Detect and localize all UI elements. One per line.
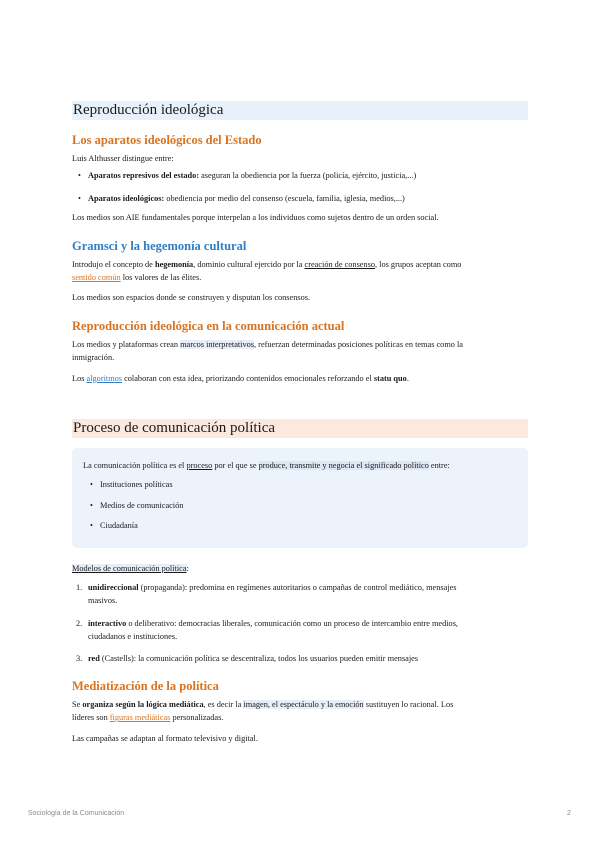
text: entre:: [428, 461, 450, 470]
item-text: Medios de comunicación: [100, 501, 184, 510]
paragraph-aie: Los medios son AIE fundamentales porque interpelan a los individuos como sujetos dentro de un orden social.: [72, 213, 439, 222]
subsection-title-actual: Reproducción ideológica en la comunicación actual: [72, 319, 345, 333]
list-item: [78, 169, 528, 182]
item-text: ciudadanos e instituciones.: [88, 632, 178, 641]
paragraph-campanas: Las campañas se adaptan al formato televisivo y digital.: [72, 734, 258, 743]
paragraph-mediatizacion: [72, 698, 528, 724]
text: los valores de las élites.: [120, 273, 202, 282]
paragraph-marcos: [72, 338, 528, 364]
term-orange: sentido común: [72, 273, 121, 282]
item-text: (propaganda): predomina en regímenes autoritarios o campañas de control mediático, mensajes: [138, 583, 457, 592]
text: líderes son: [72, 713, 110, 722]
text: Introdujo el concepto de: [72, 260, 155, 269]
term-bold: red: [88, 654, 100, 663]
item-text: o deliberativo: democracias liberales, comunicación como un proceso de intercambio entre medios,: [126, 619, 459, 628]
term-orange: figuras mediáticas: [109, 713, 171, 722]
text: La comunicación política es el: [83, 461, 187, 470]
text: Los medios y plataformas crean: [72, 340, 181, 349]
term-bold: Aparatos represivos del estado:: [88, 171, 200, 180]
text: :: [186, 564, 189, 573]
item-text: Ciudadanía: [100, 521, 138, 530]
item-number: 1.: [76, 583, 83, 592]
item-text: (Castells): la comunicación política se descentraliza, todos los usuarios pueden emitir mensajes: [99, 654, 419, 663]
bullet-icon: •: [90, 521, 93, 530]
bullet-icon: •: [90, 501, 93, 510]
paragraph-hegemonia: [72, 258, 528, 284]
text: , los grupos aceptan como: [375, 260, 462, 269]
term-highlight: marcos interpretativos: [180, 340, 255, 349]
term-bold: Aparatos ideológicos:: [88, 194, 165, 203]
models-heading: [72, 562, 528, 575]
term-underlined: Modelos de comunicación política: [72, 564, 187, 573]
text: por el que se: [212, 461, 259, 470]
list-item: [76, 617, 528, 643]
text: colaboran con esta idea, priorizando contenidos emocionales reforzando el: [122, 374, 374, 383]
item-text: obediencia por medio del consenso (escuela, familia, iglesia, medios,...): [164, 194, 405, 203]
list-item: [76, 581, 528, 607]
callout-definition: [83, 459, 523, 472]
section-title-reproduccion: Reproducción ideológica: [72, 101, 528, 120]
subsection-title-mediatizacion: Mediatización de la política: [72, 679, 219, 693]
page-number: 2: [567, 810, 571, 817]
term-highlight: imagen, el espectáculo y la emoción: [243, 700, 364, 709]
subsection-title-gramsci: Gramsci y la hegemonía cultural: [72, 239, 247, 253]
term-bold: hegemonía: [154, 260, 194, 269]
text: personalizadas.: [170, 713, 224, 722]
subsection-title-aparatos: Los aparatos ideológicos del Estado: [72, 133, 262, 147]
term-bold: statu quo: [373, 374, 407, 383]
list-item: [90, 519, 540, 532]
bullet-icon: •: [78, 171, 81, 180]
text: Los: [72, 374, 87, 383]
list-item: [90, 499, 540, 512]
text: .: [406, 374, 409, 383]
list-item: [90, 478, 540, 491]
term-bold: unidireccional: [88, 583, 139, 592]
item-text: Instituciones políticas: [100, 480, 173, 489]
list-item: [78, 192, 528, 205]
bullet-icon: •: [78, 194, 81, 203]
text: Se: [72, 700, 83, 709]
paragraph-althusser-intro: Luis Althusser distingue entre:: [72, 154, 174, 163]
item-number: 2.: [76, 619, 83, 628]
paragraph-consensos: Los medios son espacios donde se construyen y disputan los consensos.: [72, 293, 311, 302]
text: , dominio cultural ejercido por la: [193, 260, 305, 269]
item-text: aseguran la obediencia por la fuerza (policía, ejército, justicia,...): [199, 171, 417, 180]
item-text: masivos.: [88, 596, 118, 605]
paragraph-algoritmos: [72, 372, 528, 385]
text: , es decir la: [203, 700, 244, 709]
term-bold: organiza según la lógica mediática: [82, 700, 204, 709]
term-underlined: proceso: [186, 461, 213, 470]
term-highlight: produce, transmite y negocia el significado político: [258, 461, 429, 470]
list-item: [76, 652, 528, 665]
footer-title: Sociología de la Comunicación: [28, 810, 125, 817]
bullet-icon: •: [90, 480, 93, 489]
item-number: 3.: [76, 654, 83, 663]
algoritmos-link[interactable]: algoritmos: [86, 374, 123, 383]
text: sustituyen lo racional. Los: [363, 700, 454, 709]
text: , refuerzan determinadas posiciones políticas en temas como la: [254, 340, 463, 349]
section-title-proceso: Proceso de comunicación política: [72, 419, 528, 438]
text: inmigración.: [72, 353, 115, 362]
term-underlined: creación de consenso: [304, 260, 376, 269]
term-bold: interactivo: [88, 619, 127, 628]
